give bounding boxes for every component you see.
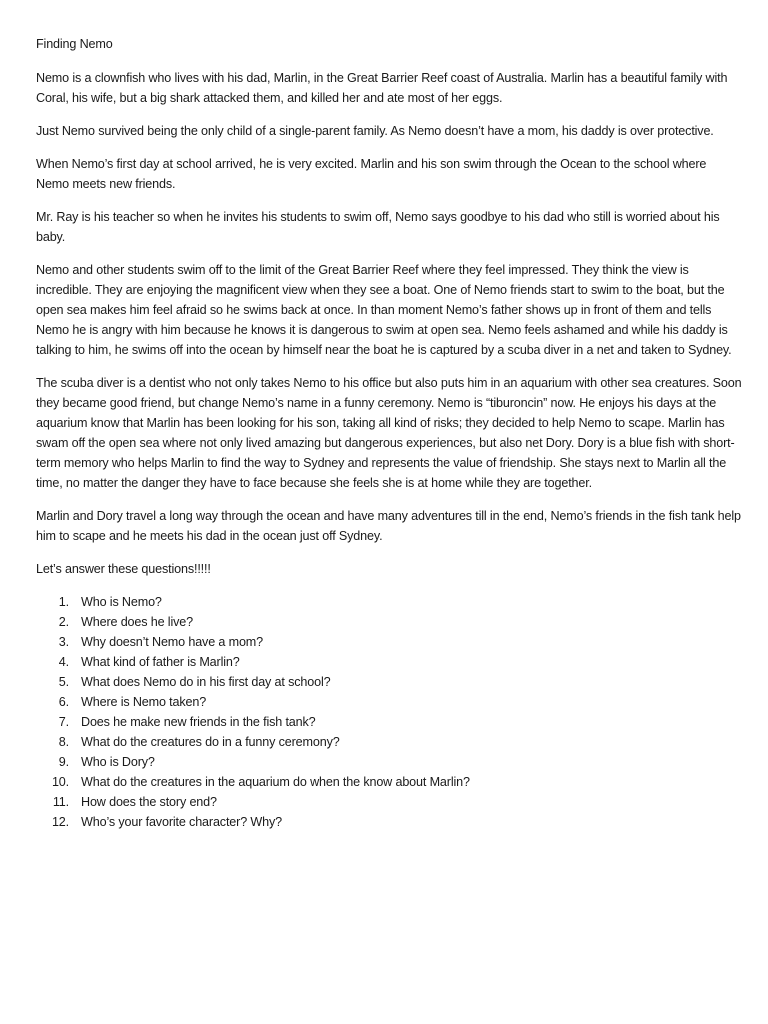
question-number: 8. <box>58 735 69 749</box>
question-item <box>36 712 742 732</box>
question-number: 7. <box>58 715 69 729</box>
question-item <box>36 692 742 712</box>
story-paragraph-2: Just Nemo survived being the only child of a single-parent family. As Nemo doesn’t have a mom, his daddy is over protective. <box>36 124 714 138</box>
story-paragraph-1: Nemo is a clownfish who lives with his dad, Marlin, in the Great Barrier Reef coast of Australia. Marlin has a beautiful family with Coral, his wife, but a big shark attacked them, and killed her and ate most of her eggs. <box>36 71 728 105</box>
question-text: Why doesn’t Nemo have a mom? <box>81 635 263 649</box>
question-item <box>36 592 742 612</box>
question-text: How does the story end? <box>81 795 217 809</box>
question-text: What do the creatures do in a funny ceremony? <box>81 735 340 749</box>
question-item <box>36 732 742 752</box>
question-number: 1. <box>58 595 69 609</box>
story-paragraph-3: When Nemo’s first day at school arrived, he is very excited. Marlin and his son swim through the Ocean to the school where Nemo meets new friends. <box>36 157 707 191</box>
question-item <box>36 652 742 672</box>
question-text: Where does he live? <box>81 615 193 629</box>
question-number: 6. <box>58 695 69 709</box>
question-text: What does Nemo do in his first day at school? <box>81 675 331 689</box>
question-number: 3. <box>58 635 69 649</box>
questions-intro: Let’s answer these questions!!!!! <box>36 562 211 576</box>
question-number: 9. <box>58 755 69 769</box>
question-number: 4. <box>58 655 69 669</box>
story-paragraph-7: Marlin and Dory travel a long way through the ocean and have many adventures till in the end, Nemo’s friends in the fish tank help him to scape and he meets his dad in the ocean just off Sydney. <box>36 509 741 543</box>
question-text: Who’s your favorite character? Why? <box>81 815 282 829</box>
question-item <box>36 792 742 812</box>
question-number: 12. <box>51 815 69 829</box>
question-item <box>36 812 742 832</box>
question-number: 10. <box>51 775 69 789</box>
document-page <box>36 34 742 832</box>
question-number: 11. <box>52 795 69 809</box>
question-number: 5. <box>58 675 69 689</box>
question-number: 2. <box>58 615 69 629</box>
question-text: What do the creatures in the aquarium do when the know about Marlin? <box>81 775 470 789</box>
questions-list <box>36 592 742 832</box>
question-text: What kind of father is Marlin? <box>81 655 240 669</box>
story-paragraph-5: Nemo and other students swim off to the limit of the Great Barrier Reef where they feel impressed. They think the view is incredible. They are enjoying the magnificent view when they see a boat. One of Nemo friends start to swim to the boat, but the open sea makes him feel afraid so he swims back at once. In than moment Nemo’s father shows up in front of them and tells Nemo he is angry with him because he knows it is dangerous to swim at open sea. Nemo feels ashamed and while his daddy is talking to him, he swims off into the ocean by himself near the boat he is captured by a scuba diver in a net and taken to Sydney. <box>36 263 732 357</box>
question-item <box>36 772 742 792</box>
story-paragraph-4: Mr. Ray is his teacher so when he invites his students to swim off, Nemo says goodbye to his dad who still is worried about his baby. <box>36 210 720 244</box>
question-item <box>36 632 742 652</box>
question-text: Who is Nemo? <box>81 595 162 609</box>
question-item <box>36 612 742 632</box>
question-item <box>36 752 742 772</box>
question-text: Where is Nemo taken? <box>81 695 207 709</box>
question-text: Who is Dory? <box>81 755 155 769</box>
question-text: Does he make new friends in the fish tank? <box>81 715 316 729</box>
question-item <box>36 672 742 692</box>
story-paragraph-6: The scuba diver is a dentist who not only takes Nemo to his office but also puts him in an aquarium with other sea creatures. Soon they became good friend, but change Nemo’s name in a funny ceremony. Nemo is “tiburoncin” now. He enjoys his days at the aquarium know that Marlin has been looking for his son, taking all kind of risks; they decided to help Nemo to scape. Marlin has swam off the open sea where not only lived amazing but dangerous experiences, but also net Dory. Dory is a blue fish with short-term memory who helps Marlin to find the way to Sydney and represents the value of friendship. She stays next to Marlin all the time, no matter the danger they have to face because she feels she is at home while they are together. <box>36 376 742 490</box>
document-title: Finding Nemo <box>36 37 113 51</box>
